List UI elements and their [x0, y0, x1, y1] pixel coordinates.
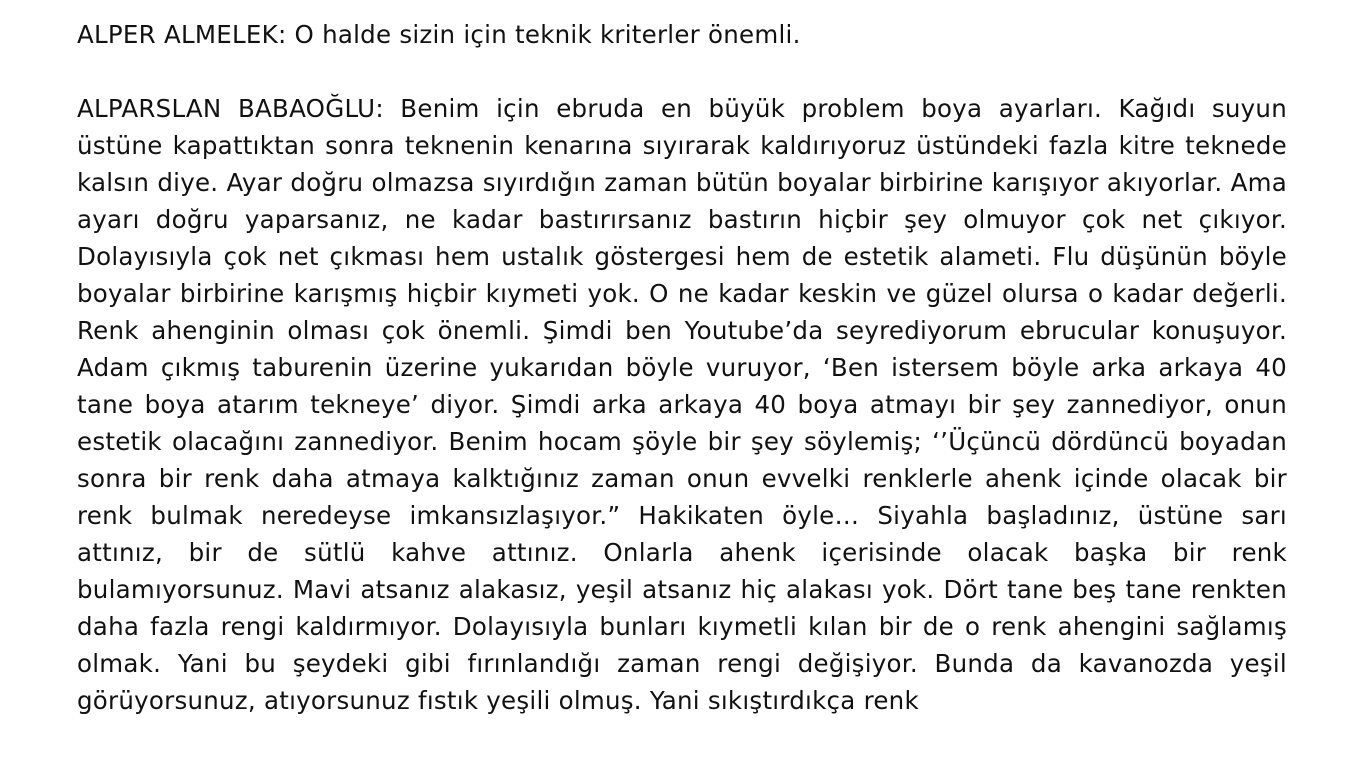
speaker-name: ALPER ALMELEK: — [77, 20, 287, 49]
paragraph-text: Benim için ebruda en büyük problem boya ayarları. Kağıdı suyun üstüne kapattıktan sonra teknenin kenarına sıyırarak kaldırıyoruz üstündeki fazla kitre teknede kalsın diye. Ayar doğru olmazsa sıyırdığın zaman bütün boyalar birbirine karışıyor akıyorlar. Ama ayarı doğru yaparsanız, ne kadar bastırırsanız bastırın hiçbir şey olmuyor çok net çıkıyor. Dolayısıyla çok net çıkması hem ustalık göstergesi hem de estetik alameti. Flu düşünün böyle boyalar birbirine karışmış hiçbir kıymeti yok. O ne kadar keskin ve güzel olursa o kadar değerli. Renk ahenginin olması çok önemli. Şimdi ben Youtube’da seyrediyorum ebrucular konuşuyor. Adam çıkmış taburenin üzerine yukarıdan böyle vuruyor, ‘Ben istersem böyle arka arkaya 40 tane boya atarım tekneye’ diyor. Şimdi arka arkaya 40 boya atmayı bir şey zannediyor, onun estetik olacağını zannediyor. Benim hocam şöyle bir şey söylemiş; ‘’Üçüncü dördüncü boyadan sonra bir renk daha atmaya kalktığınız zaman onun evvelki renklerle ahenk içinde olacak bir renk bulmak neredeyse imkansızlaşıyor.” Hakikaten öyle… Siyahla başladınız, üstüne sarı attınız, bir de sütlü kahve attınız. Onlarla ahenk içerisinde olacak başka bir renk bulamıyorsunuz. Mavi atsanız alakasız, yeşil atsanız hiç alakası yok. Dört tane beş tane renkten daha fazla rengi kaldırmıyor. Dolayısıyla bunları kıymetli kılan bir de o renk ahengini sağlamış olmak. Yani bu şeydeki gibi fırınlandığı zaman rengi değişiyor. Bunda da kavanozda yeşil görüyorsunuz, atıyorsunuz fıstık yeşili olmuş. Yani sıkıştırdıkça renk — [77, 94, 1287, 715]
speaker-name: ALPARSLAN BABAOĞLU: — [77, 94, 384, 123]
document-body — [77, 16, 1287, 719]
paragraph-text: O halde sizin için teknik kriterler önemli. — [286, 20, 801, 49]
paragraph-answer — [77, 90, 1287, 719]
paragraph-question — [77, 16, 1287, 53]
